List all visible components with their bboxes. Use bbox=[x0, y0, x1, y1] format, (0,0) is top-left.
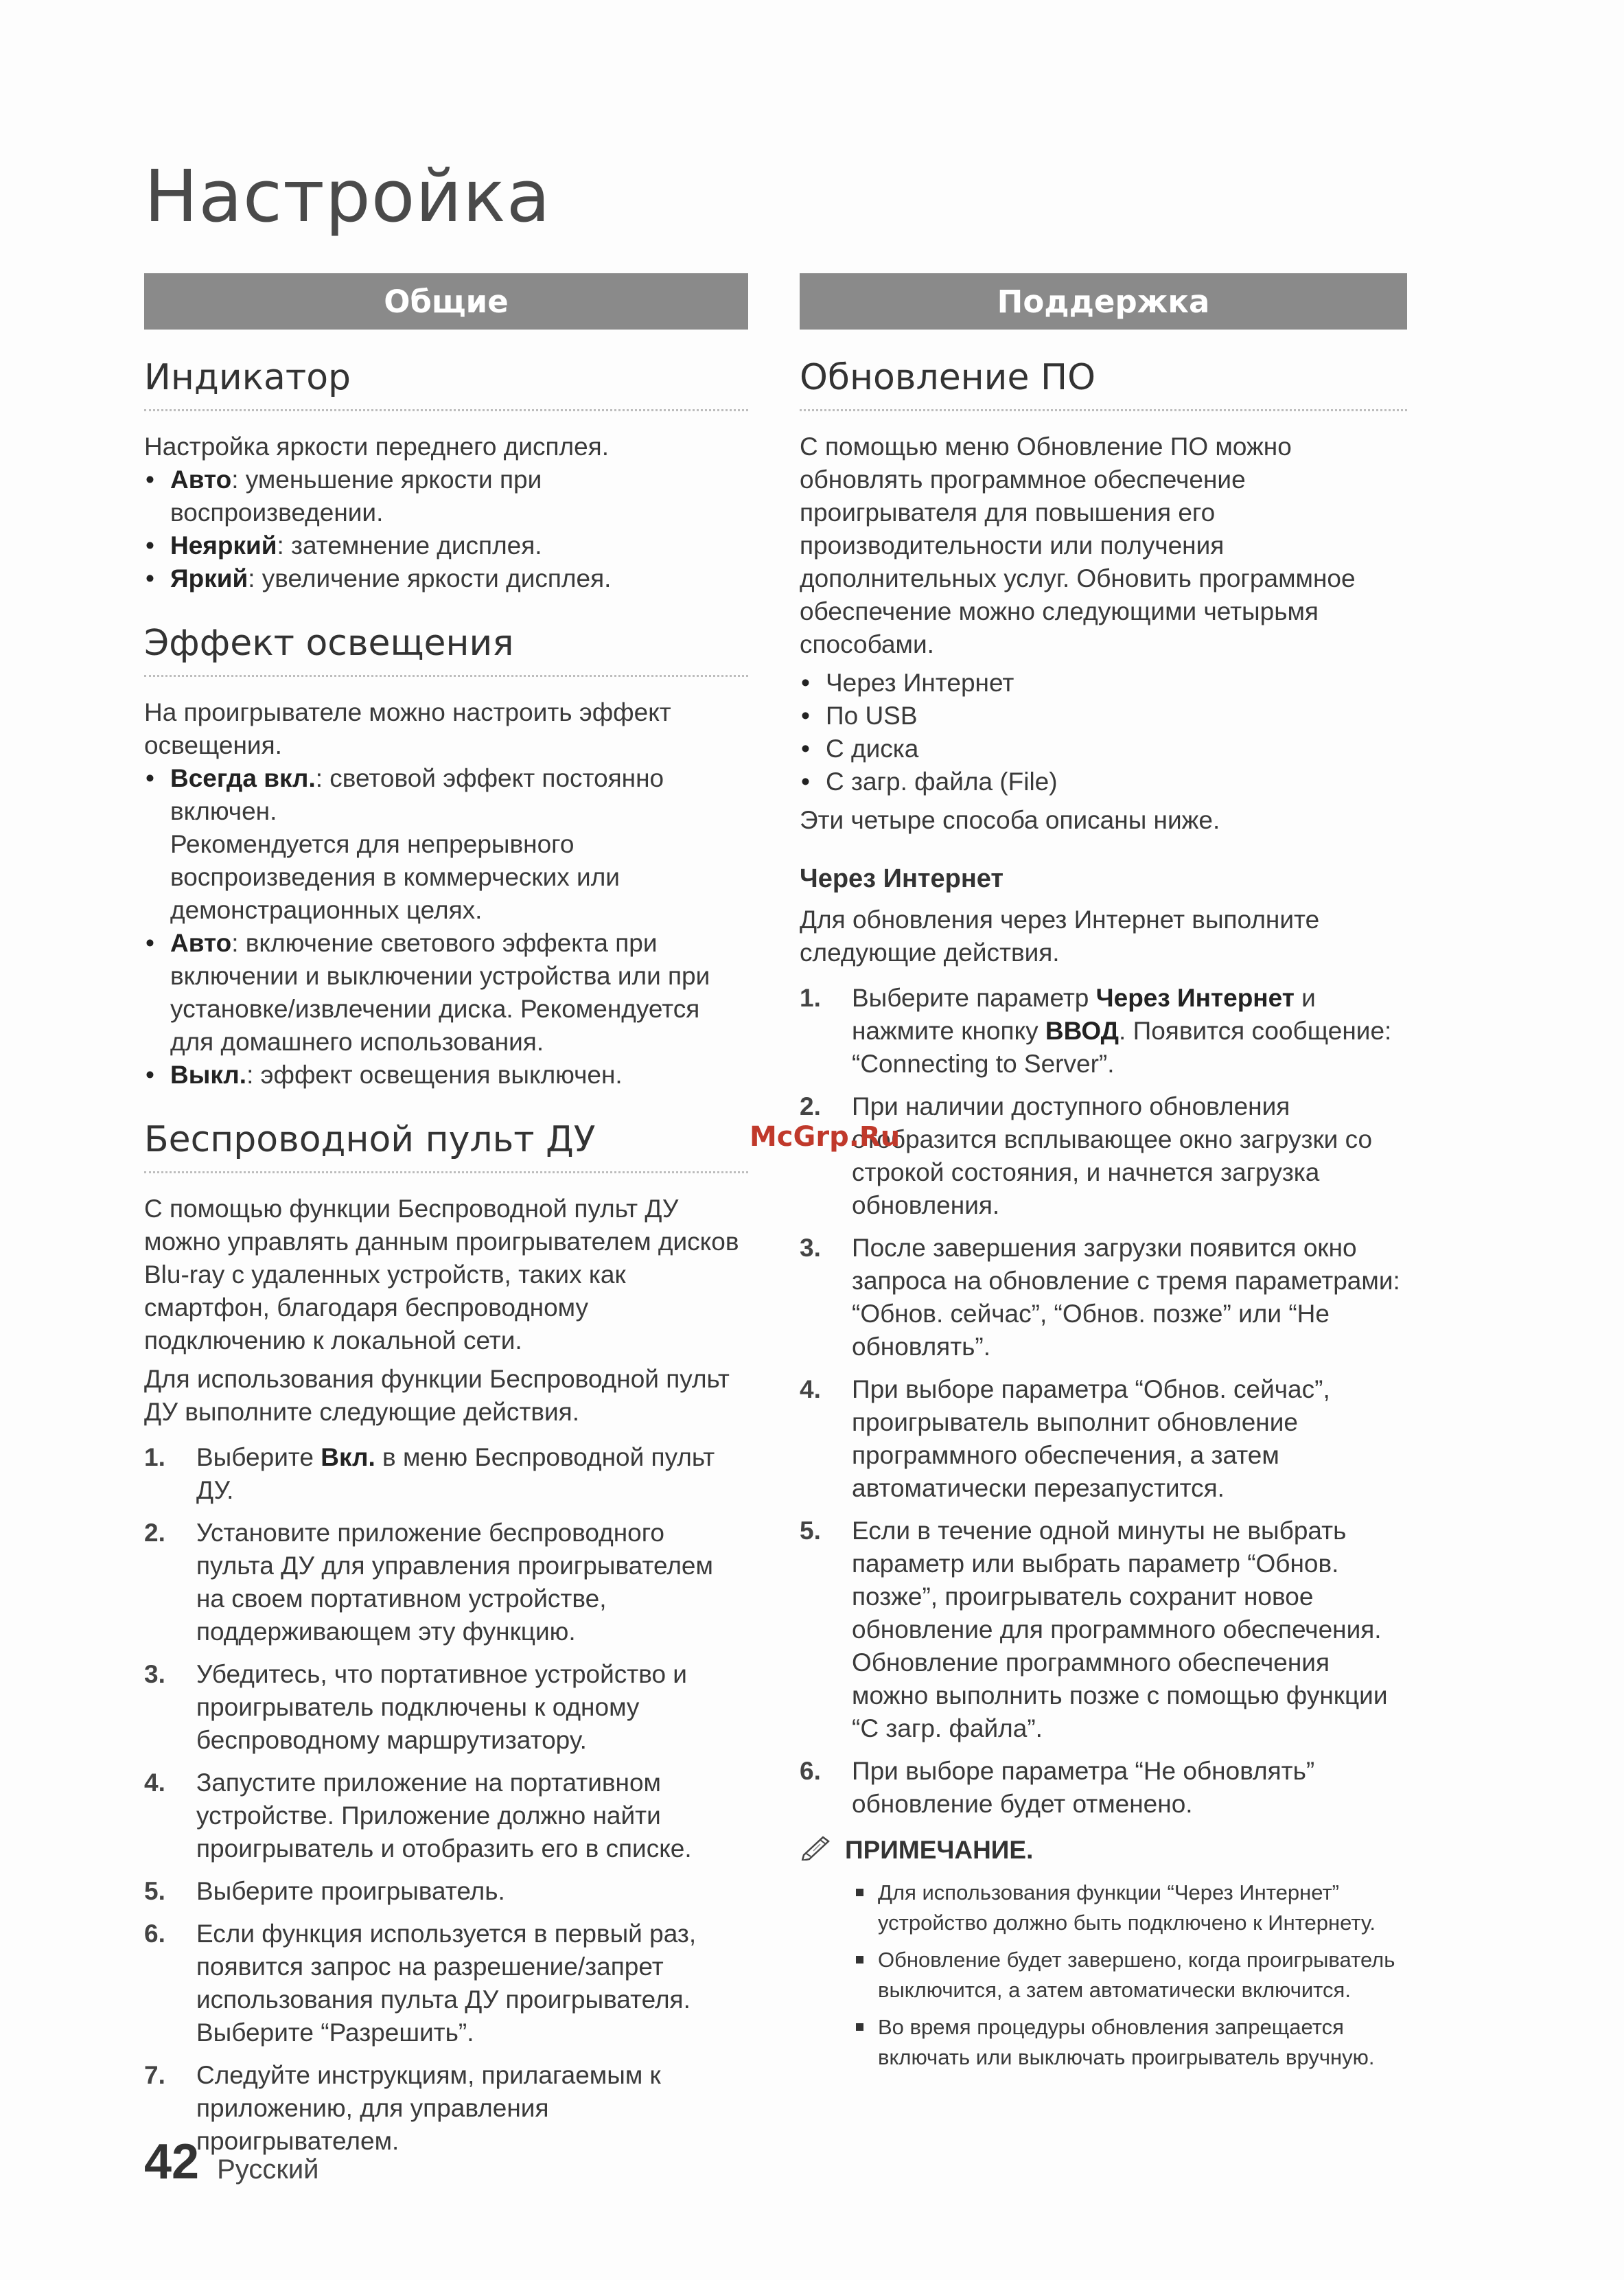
indicator-heading: Индикатор bbox=[144, 357, 748, 411]
step-text-end: в меню Беспроводной пульт ДУ. bbox=[196, 1443, 715, 1504]
list-item bbox=[144, 1658, 748, 1757]
list-item bbox=[144, 762, 748, 927]
update-outro: Эти четыре способа описаны ниже. bbox=[800, 806, 1220, 834]
option-term: Выкл. bbox=[170, 1061, 247, 1089]
indicator-intro: Настройка яркости переднего дисплея. bbox=[144, 433, 609, 461]
pencil-icon bbox=[800, 1833, 835, 1867]
option-extra: Рекомендуется для непрерывного воспроизведения в коммерческих или демонстрационных целях. bbox=[170, 830, 620, 924]
step-text: При наличии доступного обновления отобразится всплывающее окно загрузки со строкой состояния, и начнется загрузка обновления. bbox=[852, 1092, 1373, 1219]
indicator-section bbox=[144, 357, 748, 595]
list-item bbox=[800, 1232, 1407, 1363]
option-text: : увеличение яркости дисплея. bbox=[248, 564, 612, 592]
language-label: Русский bbox=[217, 2154, 319, 2185]
step-text: При выборе параметра “Обнов. сейчас”, проигрыватель выполнит обновление программного обеспечения, а затем автоматически перезапустится. bbox=[852, 1375, 1330, 1502]
step-number: 7. bbox=[144, 2061, 165, 2089]
list-item bbox=[144, 1517, 748, 1648]
list-item bbox=[144, 463, 748, 529]
internet-steps bbox=[800, 982, 1407, 1821]
option-term: Яркий bbox=[170, 564, 248, 592]
list-item bbox=[800, 982, 1407, 1081]
list-item bbox=[800, 1373, 1407, 1505]
update-section bbox=[800, 357, 1407, 2073]
remote-heading: Беспроводной пульт ДУ bbox=[144, 1119, 748, 1173]
list-item: • С загр. файла (File) bbox=[800, 765, 1407, 798]
step-bold: Через Интернет bbox=[1095, 984, 1295, 1012]
lighting-intro: На проигрывателе можно настроить эффект освещения. bbox=[144, 698, 671, 759]
list-item bbox=[144, 927, 748, 1059]
update-methods bbox=[800, 667, 1407, 798]
watermark: McGrp.Ru bbox=[750, 1121, 901, 1153]
option-term: Неяркий bbox=[170, 531, 277, 560]
list-item: Обновление будет завершено, когда проигрыватель выключится, а затем автоматически включится. bbox=[855, 1945, 1407, 2005]
lighting-heading: Эффект освещения bbox=[144, 623, 748, 677]
section-banner-support: Поддержка bbox=[800, 273, 1407, 330]
list-item: • По USB bbox=[800, 700, 1407, 733]
step-text: Убедитесь, что портативное устройство и проигрыватель подключены к одному беспроводному маршрутизатору. bbox=[196, 1660, 687, 1754]
option-term: Авто bbox=[170, 929, 232, 957]
page-number: 42 bbox=[144, 2134, 200, 2189]
list-item bbox=[144, 1441, 748, 1507]
option-text: : эффект освещения выключен. bbox=[246, 1061, 623, 1089]
step-number: 3. bbox=[800, 1234, 821, 1262]
page-footer bbox=[144, 2134, 319, 2190]
step-number: 2. bbox=[144, 1519, 165, 1547]
option-term: Авто bbox=[170, 465, 232, 494]
list-item bbox=[144, 1875, 748, 1908]
step-number: 5. bbox=[800, 1517, 821, 1545]
step-text: Выберите bbox=[196, 1443, 321, 1471]
option-text: : световой эффект постоянно включен. bbox=[170, 764, 664, 825]
update-heading: Обновление ПО bbox=[800, 357, 1407, 411]
internet-subheading: Через Интернет bbox=[800, 864, 1004, 893]
step-text-end: . Появится сообщение: “Connecting to Server”. bbox=[852, 1017, 1392, 1078]
lighting-section bbox=[144, 623, 748, 1092]
step-text: Выберите параметр bbox=[852, 984, 1096, 1012]
remote-section bbox=[144, 1119, 748, 2158]
list-item: • Через Интернет bbox=[800, 667, 1407, 700]
step-number: 6. bbox=[144, 1920, 165, 1948]
section-banner-general: Общие bbox=[144, 273, 748, 330]
step-text: Запустите приложение на портативном устройстве. Приложение должно найти проигрыватель и отобразить его в списке. bbox=[196, 1769, 692, 1863]
step-number: 3. bbox=[144, 1660, 165, 1688]
step-number: 2. bbox=[800, 1092, 821, 1120]
step-number: 1. bbox=[800, 984, 821, 1012]
step-text-mid: и нажмите кнопку bbox=[852, 984, 1316, 1045]
step-text: При выборе параметра “Не обновлять” обновление будет отменено. bbox=[852, 1757, 1315, 1818]
step-number: 6. bbox=[800, 1757, 821, 1785]
step-number: 4. bbox=[800, 1375, 821, 1403]
list-item bbox=[800, 1090, 1407, 1222]
option-text: : включение светового эффекта при включении и выключении устройства или при установке/извлечении диска. Рекомендуется для домашнего использования. bbox=[170, 929, 710, 1056]
lighting-options bbox=[144, 762, 748, 1092]
step-text: Если функция используется в первый раз, появится запрос на разрешение/запрет использования пульта ДУ проигрывателя. Выберите “Разрешить”. bbox=[196, 1920, 697, 2047]
step-text: Выберите проигрыватель. bbox=[196, 1877, 505, 1905]
remote-intro-2: Для использования функции Беспроводной пульт ДУ выполните следующие действия. bbox=[144, 1365, 730, 1426]
step-bold: Вкл. bbox=[321, 1443, 375, 1471]
remote-intro: С помощью функции Беспроводной пульт ДУ можно управлять данным проигрывателем дисков Blu-ray с удаленных устройств, таких как смартфон, благодаря беспроводному подключению к локальной сети. bbox=[144, 1195, 739, 1355]
list-item bbox=[144, 1059, 748, 1092]
internet-intro: Для обновления через Интернет выполните следующие действия. bbox=[800, 906, 1320, 967]
step-text: После завершения загрузки появится окно запроса на обновление с тремя параметрами: “Обнов. сейчас”, “Обнов. позже” или “Не обновлять”. bbox=[852, 1234, 1400, 1361]
step-number: 4. bbox=[144, 1769, 165, 1797]
list-item bbox=[800, 1515, 1407, 1745]
option-text: : затемнение дисплея. bbox=[277, 531, 542, 560]
step-text: Установите приложение беспроводного пульта ДУ для управления проигрывателем на своем портативном устройстве, поддерживающем эту функцию. bbox=[196, 1519, 713, 1646]
step-text: Следуйте инструкциям, прилагаемым к приложению, для управления проигрывателем. bbox=[196, 2061, 661, 2155]
list-item bbox=[144, 562, 748, 595]
option-text: : уменьшение яркости при воспроизведении. bbox=[170, 465, 542, 527]
remote-steps bbox=[144, 1441, 748, 2158]
option-term: Всегда вкл. bbox=[170, 764, 316, 792]
list-item bbox=[800, 1755, 1407, 1821]
indicator-options bbox=[144, 463, 748, 595]
right-column bbox=[800, 273, 1407, 2088]
list-item: Для использования функции “Через Интернет” устройство должно быть подключено к Интернету. bbox=[855, 1878, 1407, 1938]
list-item bbox=[144, 529, 748, 562]
list-item bbox=[144, 1766, 748, 1865]
page-title: Настройка bbox=[144, 154, 551, 238]
step-number: 5. bbox=[144, 1877, 165, 1905]
step-number: 1. bbox=[144, 1443, 165, 1471]
update-intro: С помощью меню Обновление ПО можно обновлять программное обеспечение проигрывателя для повышения его производительности или получения дополнительных услуг. Обновить программное обеспечение можно следующими четырьмя способами. bbox=[800, 433, 1356, 658]
list-item: • С диска bbox=[800, 733, 1407, 765]
note-list bbox=[855, 1878, 1407, 2073]
note-label: ПРИМЕЧАНИЕ. bbox=[845, 1835, 1034, 1864]
step-text: Если в течение одной минуты не выбрать параметр или выбрать параметр “Обнов. позже”, проигрыватель сохранит новое обновление для программного обеспечения. Обновление программного обеспечения можно выполнить позже с помощью функции “С загр. файла”. bbox=[852, 1517, 1388, 1742]
left-column bbox=[144, 273, 748, 2173]
list-item bbox=[144, 1918, 748, 2049]
list-item: Во время процедуры обновления запрещается включать или выключать проигрыватель вручную. bbox=[855, 2012, 1407, 2073]
note-header bbox=[800, 1833, 1407, 1867]
step-bold-2: ВВОД bbox=[1045, 1017, 1120, 1045]
